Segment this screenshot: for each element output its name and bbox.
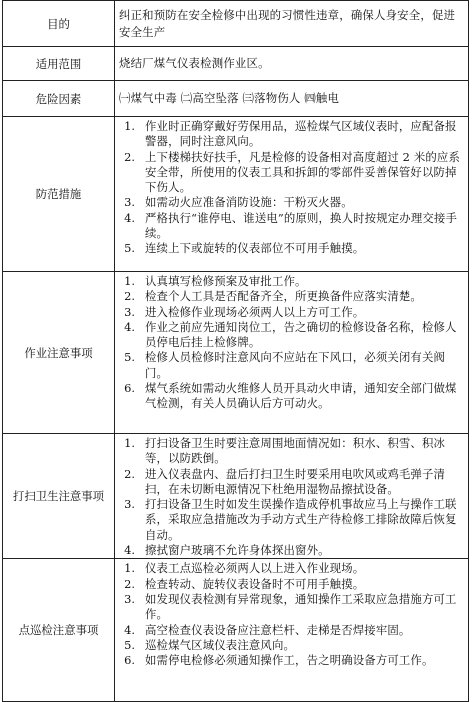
list-item [117,119,464,150]
list-item [117,241,464,256]
item-text: 煤气系统如需动火维修人员开具动火申请，通知安全部门做煤气检测，有关人员确认后方可动火。 [145,381,457,411]
list-item [117,150,464,196]
list-item [117,289,464,304]
item-text: 擦拭窗户玻璃不允许身体探出窗外。 [145,543,330,558]
item-text: 进入仪表盘内、盘后打扫卫生时要采用电吹风或鸡毛弹子清扫，在未切断电源情况下杜绝用湿物品擦拭设备。 [145,466,446,496]
item-number: 1. [124,561,135,576]
item-text: 高空检查仪表设备应注意栏杆、走梯是否焊接牢固。 [145,622,411,637]
item-number: 3. [124,195,135,210]
row-prevention [3,117,469,272]
item-text: 打扫设备卫生时要注意周围地面情况如：积水、积雪、积冰等，以防跌倒。 [145,436,446,466]
item-number: 1. [124,274,135,288]
list-item [117,638,464,653]
list-item [117,543,464,558]
item-number: 3. [124,591,135,606]
patrol-cell [115,559,469,702]
item-text: 仪表工点巡检必须两人以上进入作业现场。 [145,561,365,576]
row-scope [3,47,469,81]
item-text: 连续上下或旋转的仪表部位不可用手触摸。 [145,241,365,256]
item-number: 6. [124,653,135,668]
item-text: 进入检修作业现场必须两人以上方可工作。 [145,304,365,319]
list-item [117,350,464,381]
prevention-list [117,119,464,257]
work-label: 作业注意事项 [3,272,115,434]
item-number: 1. [124,436,135,450]
item-number: 3. [124,304,135,319]
item-number: 4. [124,622,135,637]
item-text: 作业时正确穿戴好劳保用品，巡检煤气区域仪表时，应配备报警器，同时注意风向。 [145,119,457,149]
safety-procedure-table [2,0,469,702]
work-cell [115,272,469,434]
item-number: 4. [124,319,135,334]
item-text: 认真填写检修预案及审批工作。 [145,274,307,288]
item-number: 4. [124,210,135,225]
list-item [117,592,464,623]
row-cleaning [3,434,469,559]
row-work [3,272,469,434]
item-text: 打扫设备卫生时如发生误操作造成停机事故应马上与操作工联系，采取应急措施改为手动方式生产待检修工排除故障后恢复自动。 [145,497,457,542]
prevention-cell [115,117,469,272]
item-number: 1. [124,119,135,133]
patrol-list [117,561,464,668]
item-number: 3. [124,497,135,512]
item-text: 检查转动、旋转仪表设备时不可用手触摸。 [145,576,365,591]
prevention-label: 防范措施 [3,117,115,272]
list-item [117,211,464,242]
list-item [117,653,464,668]
item-text: 作业之前应先通知岗位工，告之确切的检修设备名称，检修人员停电后挂上检修牌。 [145,319,457,350]
item-text: 如需停电检修必须通知操作工，告之明确设备方可工作。 [145,653,434,668]
hazards-label: 危险因素 [3,81,115,117]
list-item [117,436,464,467]
purpose-label: 目的 [3,1,115,47]
list-item [117,577,464,592]
item-text: 检查个人工具是否配备齐全，所更换备件应落实清楚。 [145,289,422,304]
list-item [117,320,464,351]
item-number: 2. [124,289,135,304]
list-item [117,561,464,576]
list-item [117,497,464,543]
list-item [117,467,464,498]
list-item [117,274,464,289]
row-hazards [3,81,469,117]
row-purpose [3,1,469,47]
item-text: 严格执行“谁停电、谁送电”的原则，换人时按规定办理交接手续。 [145,210,458,241]
list-item [117,305,464,320]
item-text: 巡检煤气区域仪表注意风向。 [145,637,296,652]
item-text: 检修人员检修时注意风向不应站在下风口，必须关闭有关阀门。 [145,350,446,380]
item-number: 5. [124,241,135,256]
scope-text: 烧结厂煤气仪表检测作业区。 [115,47,469,81]
item-number: 5. [124,350,135,365]
item-text: 如需动火应准备消防设施：干粉灭火器。 [145,195,353,210]
scope-label: 适用范围 [3,47,115,81]
purpose-text: 纠正和预防在安全检修中出现的习惯性违章，确保人身安全，促进安全生产 [115,1,469,47]
item-number: 6. [124,381,135,396]
item-number: 5. [124,637,135,652]
list-item [117,195,464,210]
cleaning-list [117,436,464,558]
patrol-label: 点巡检注意事项 [3,559,115,702]
item-text: 上下楼梯扶好扶手，凡是检修的设备相对高度超过 2 米的应系安全带，所使用的仪表工具和拆卸的零部件妥善保管好以防掉下伤人。 [145,149,460,195]
list-item [117,381,464,412]
hazards-text: ㈠煤气中毒 ㈡高空坠落 ㈢落物伤人 ㈣触电 [115,81,469,117]
list-item [117,623,464,638]
item-number: 4. [124,543,135,558]
row-patrol [3,559,469,702]
item-number: 2. [124,466,135,481]
cleaning-label: 打扫卫生注意事项 [3,434,115,559]
item-number: 2. [124,576,135,591]
work-list [117,274,464,412]
item-text: 如发现仪表检测有异常现象，通知操作工采取应急措施方可工作。 [145,591,457,622]
cleaning-cell [115,434,469,559]
item-number: 2. [124,149,135,164]
